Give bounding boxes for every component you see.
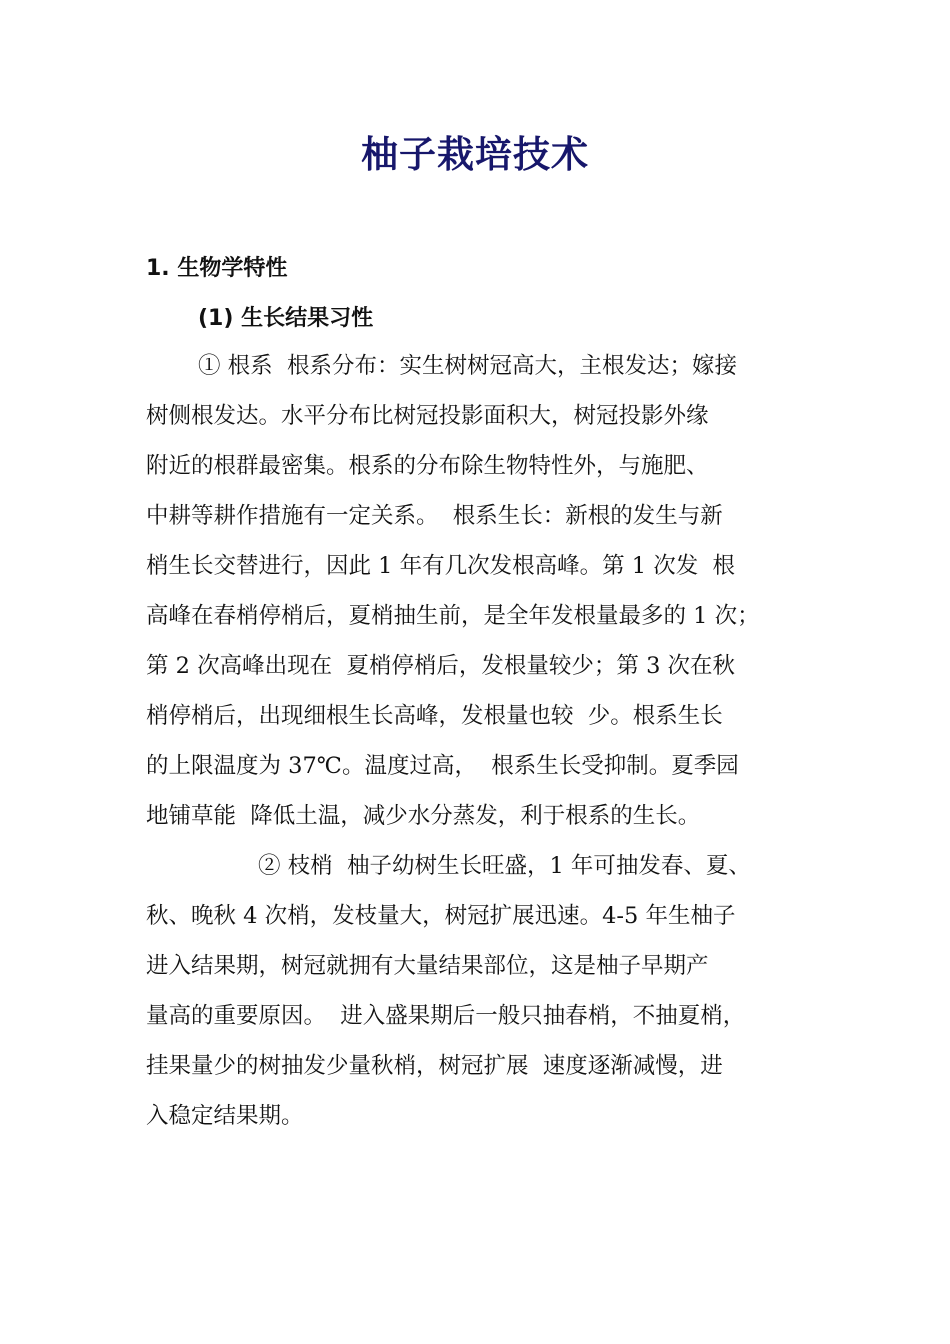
paragraph-line: ② 枝梢 柚子幼树生长旺盛，1 年可抽发春、夏、 <box>258 853 751 879</box>
paragraph-line: 第 2 次高峰出现在 夏梢停梢后，发根量较少；第 3 次在秋 <box>146 653 736 679</box>
paragraph-line: 的上限温度为 37℃。温度过高， 根系生长受抑制。夏季园 <box>146 753 739 779</box>
paragraph-line: 梢停梢后，出现细根生长高峰，发根量也较 少。根系生长 <box>146 703 723 729</box>
paragraph-line: 挂果量少的树抽发少量秋梢，树冠扩展 速度逐渐减慢，进 <box>146 1053 723 1079</box>
paragraph-line: ① 根系 根系分布：实生树树冠高大，主根发达；嫁接 <box>198 353 737 379</box>
paragraph-line: 中耕等耕作措施有一定关系。 根系生长：新根的发生与新 <box>146 503 723 529</box>
paragraph-line: 高峰在春梢停梢后，夏梢抽生前，是全年发根量最多的 1 次； <box>146 603 760 629</box>
paragraph-line: 梢生长交替进行，因此 1 年有几次发根高峰。第 1 次发 根 <box>146 553 736 579</box>
paragraph-line: 树侧根发达。水平分布比树冠投影面积大，树冠投影外缘 <box>146 403 709 429</box>
paragraph-line: 地铺草能 降低土温，减少水分蒸发，利于根系的生长。 <box>146 803 701 829</box>
section-heading: 1. 生物学特性 <box>146 256 288 281</box>
document-title: 柚子栽培技术 <box>361 133 589 176</box>
paragraph-line: 进入结果期，树冠就拥有大量结果部位，这是柚子早期产 <box>146 953 709 979</box>
paragraph-line: 秋、晚秋 4 次梢，发枝量大，树冠扩展迅速。4-5 年生柚子 <box>146 903 736 929</box>
paragraph-line: 量高的重要原因。 进入盛果期后一般只抽春梢，不抽夏梢， <box>146 1003 746 1029</box>
subsection-heading: (1) 生长结果习性 <box>198 306 374 331</box>
paragraph-line: 入稳定结果期。 <box>146 1103 304 1129</box>
paragraph-line: 附近的根群最密集。根系的分布除生物特性外，与施肥、 <box>146 453 709 479</box>
